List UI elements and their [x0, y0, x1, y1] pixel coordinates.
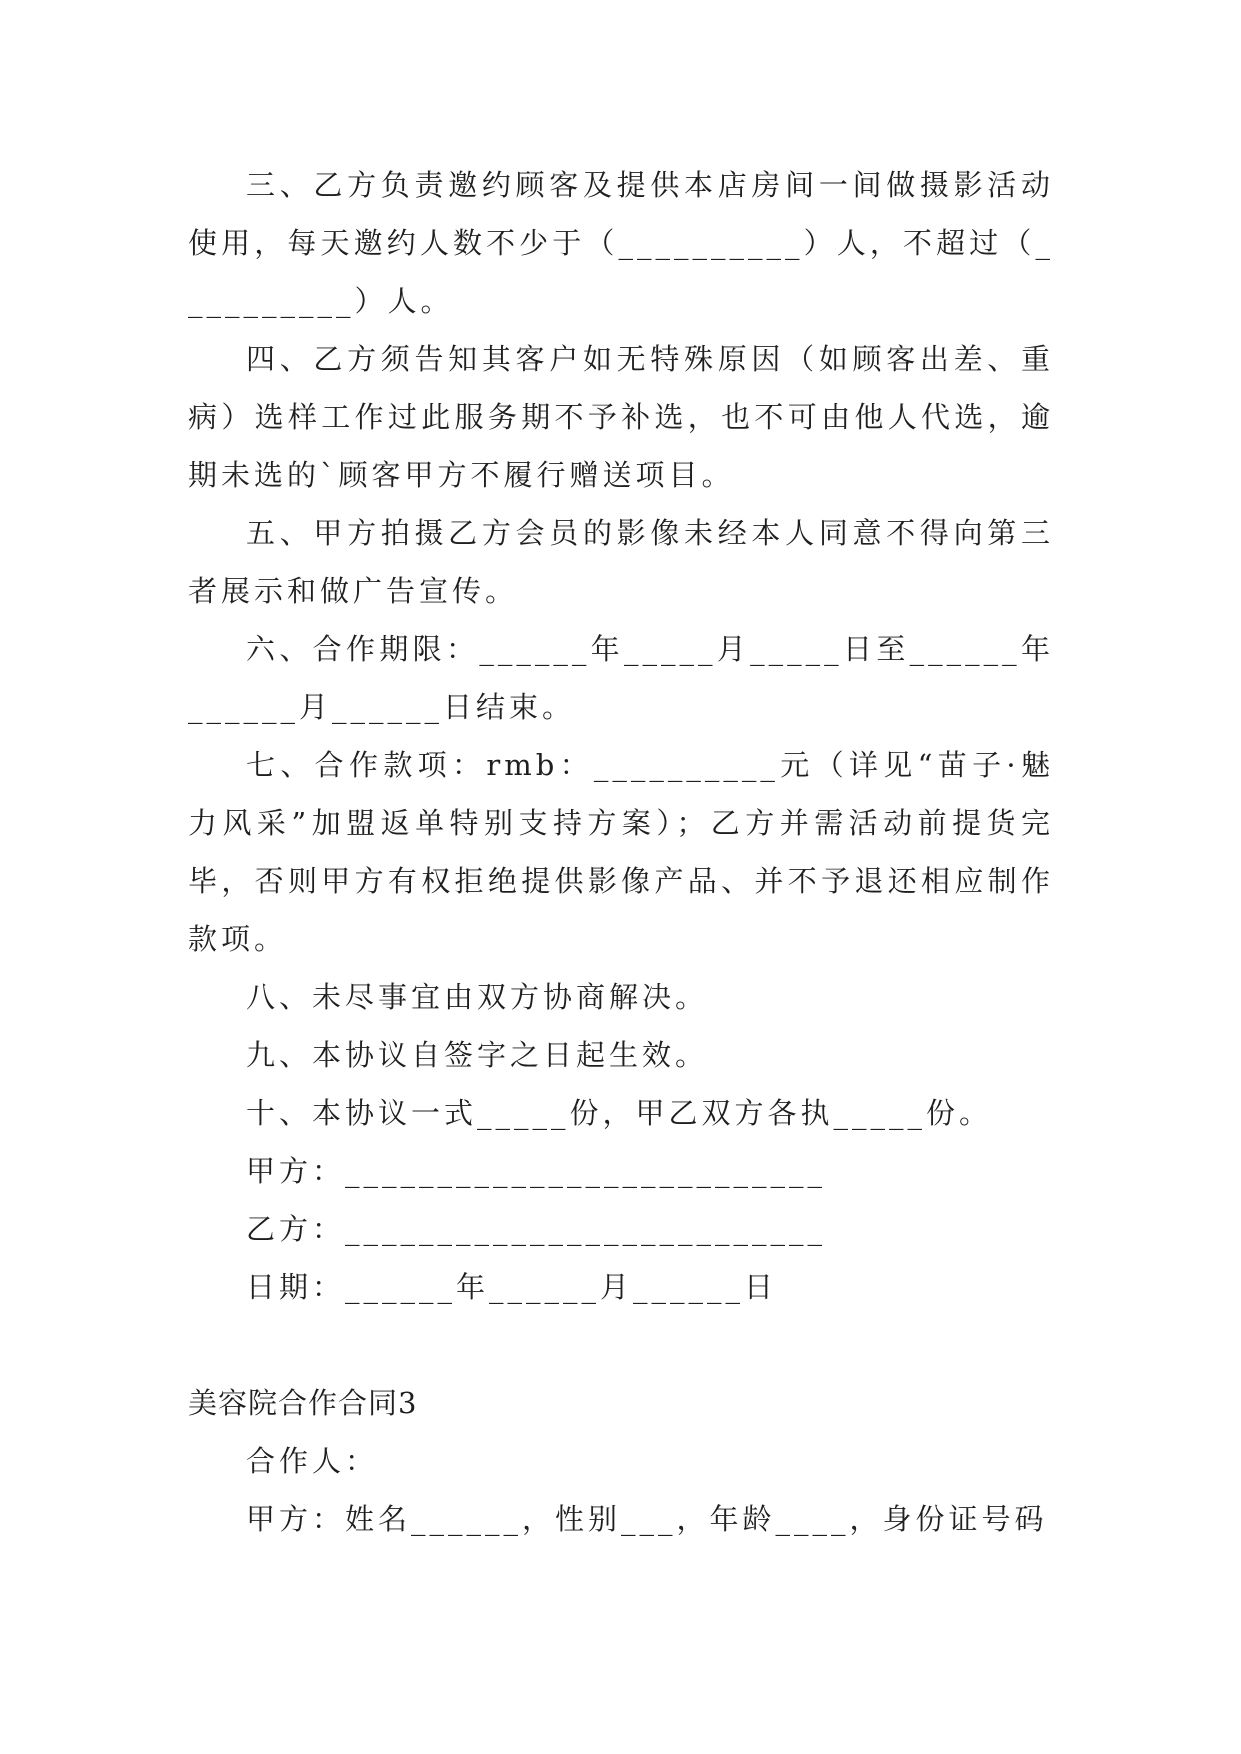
signature-date: 日期：______年______月______日: [246, 1270, 778, 1304]
signature-party-a: 甲方：__________________________: [246, 1154, 827, 1188]
partners-label: 合作人：: [246, 1444, 379, 1478]
signature-party-b: 乙方：__________________________: [246, 1212, 827, 1246]
clause-10: 十、本协议一式_____份，甲乙双方各执_____份。: [246, 1096, 993, 1130]
party-a-info: 甲方：姓名______，性别___，年龄____，身份证号码: [246, 1502, 1048, 1536]
clause-9: 九、本协议自签字之日起生效。: [246, 1038, 709, 1072]
clause-5: 五、甲方拍摄乙方会员的影像未经本人同意不得向第三者展示和做广告宣传。: [188, 516, 1054, 608]
clause-8: 八、未尽事宜由双方协商解决。: [246, 980, 709, 1014]
document-body: [188, 156, 1054, 1548]
clause-3: 三、乙方负责邀约顾客及提供本店房间一间做摄影活动使用，每天邀约人数不少于（__________）人，不超过（__________）人。: [188, 168, 1054, 318]
clause-4: 四、乙方须告知其客户如无特殊原因（如顾客出差、重病）选样工作过此服务期不予补选，也不可由他人代选，逾期未选的`顾客甲方不履行赠送项目。: [188, 342, 1054, 492]
clause-7-payment: 七、合作款项：rmb：__________元（详见“苗子·魅力风采”加盟返单特别支持方案）；乙方并需活动前提货完毕，否则甲方有权拒绝提供影像产品、并不予退还相应制作款项。: [188, 748, 1054, 956]
clause-6-term: 六、合作期限：______年_____月_____日至______年______月______日结束。: [188, 632, 1054, 724]
section-title: 美容院合作合同3: [188, 1386, 418, 1420]
